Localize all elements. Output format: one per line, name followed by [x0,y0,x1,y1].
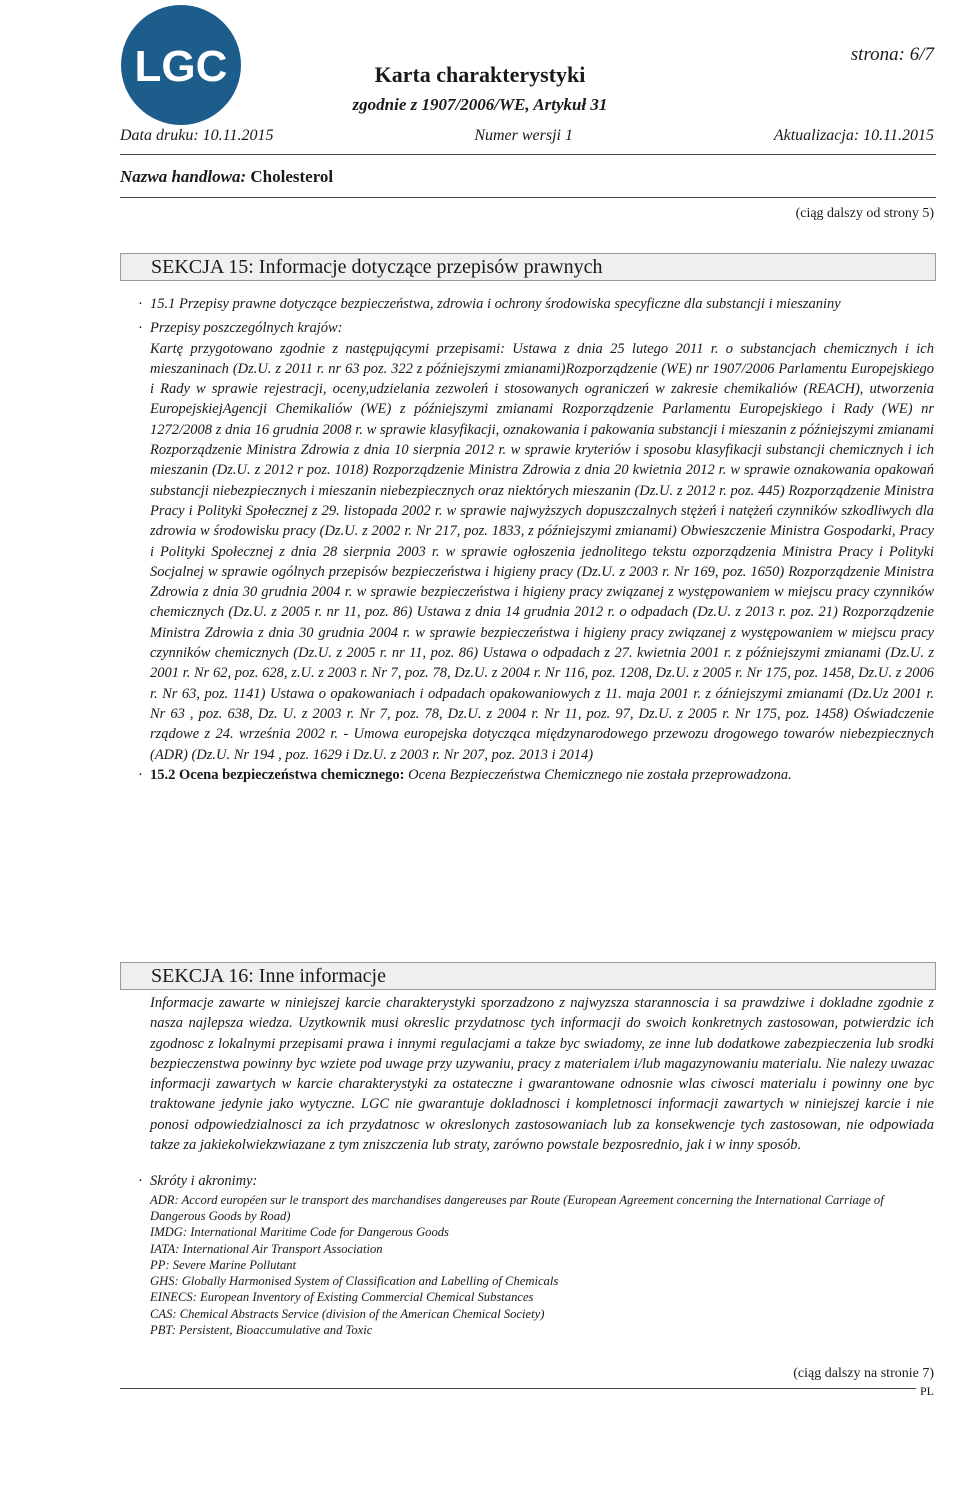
trade-name-label: Nazwa handlowa: [120,167,247,186]
document-meta-row [120,127,934,145]
footer-divider [120,1388,916,1389]
national-regulations-label-row: · Przepisy poszczególnych krajów: [138,320,343,337]
national-regulations-label: Przepisy poszczególnych krajów: [150,320,343,337]
continued-from-note: (ciąg dalszy od strony 5) [795,206,934,221]
update-date: Aktualizacja: 10.11.2015 [773,127,934,144]
abbreviations-list [138,1192,934,1339]
trade-name [120,167,333,187]
section-15-heading: SEKCJA 15: Informacje dotyczące przepisów prawnych [120,253,936,281]
lgc-logo-text: LGC [134,42,228,91]
abbreviation-item: GHS: Globally Harmonised System of Classification and Labelling of Chemicals [150,1274,559,1289]
print-date: Data druku: 10.11.2015 [120,127,274,144]
abbreviations-label-row: · Skróty i akronimy: [138,1173,258,1190]
language-code: PL [919,1384,934,1398]
section-15-1-title: 15.1 Przepisy prawne dotyczące bezpieczeństwa, zdrowia i ochrony środowiska specyficzne dla substancji i mieszaniny [150,296,841,312]
section-15-2: · 15.2 Ocena bezpieczeństwa chemicznego: Ocena Bezpieczeństwa Chemicznego nie została przeprowadzona. [138,766,792,783]
section-15-2-text: Ocena Bezpieczeństwa Chemicznego nie została przeprowadzona. [408,766,792,783]
abbreviation-item: ADR: Accord européen sur le transport des marchandises dangereuses par Route (European Agreement concerning the International Carriage of Dangerous Goods by Road) [150,1192,884,1223]
section-16-disclaimer: Informacje zawarte w niniejszej karcie charakterystyki sporzadzono z najwyzsza starannoscia i sa prawdziwe i dokladne zgodnie z nasza najlepsza wiedza. Uzytkownik musi okreslic przydatnosc tych informacji do swoich konkretnych zastosowan, potwierdzic ich zgodnosc z lokalnymi przepisami prawa i innymi regulacjami a takze byc swiadomy, ze inne lub dodatkowe zabezpieczenia lub srodki bezpieczenstwa powinny byc wziete pod uwage przy uzywaniu, pracy z materialem i/lub magazynowaniu materialu. Nie nalezy uwazac informacji zawartych w karcie charakterystyki za ostateczne i gwarantowane odnosnie wlas ciwosci materialu i powinny one byc traktowane jedynie jako wytyczne. LGC nie gwarantuje dokladnosci i kompletnosci informacji zawartych w niniejszej karcie i nie ponosi odpowiedzialnosci za ich przydatnosc w okreslonych zastosowaniach lub za konsekwencje tych zastosowan, nie odpowiada takze za jakiekolwiekzwiazane z tym zniszczenia lub straty, zarówno powstale bezposrednio, jak i w inny sposób. [150,995,934,1154]
section-16-heading: SEKCJA 16: Inne informacje [120,962,936,990]
national-regulations-text: Kartę przygotowano zgodnie z następującymi przepisami: Ustawa z dnia 25 lutego 2011 r. o substancjach chemicznych i ich mieszaninach (Dz.U. z 2011 r. nr 63 poz. 322 z późniejszymi zmianami)Rozporządzenie (WE) nr 1907/2006 Parlamentu Europejskiego i Rady w sprawie rejestracji, oceny,udzielania zezwoleń i stosowanych ograniczeń w zakresie chemikaliów (REACH), utworzenia EuropejskiejAgencji Chemikaliów (WE) z późniejszymi zmianami Rozporządzenie Parlamentu Europejskiego i Rady (WE) nr 1272/2008 z dnia 16 grudnia 2008 r. w sprawie klasyfikacji, oznakowania i pakowania substancji i mieszanin z późniejszymi zmianami Rozporządzenie Ministra Zdrowia z dnia 10 sierpnia 2012 r. w sprawie kryteriów i sposobu klasyfikacji substancji chemicznych i ich mieszanin (Dz.U. z 2012 r poz. 1018) Rozporządzenie Ministra Zdrowia z dnia 20 kwietnia 2012 r. w sprawie oznakowania opakowań substancji niebezpiecznych i mieszanin niebezpiecznych oraz niektórych mieszanin (Dz.U. z 2012 r. poz. 445) Rozporządzenie Ministra Pracy i Polityki Społecznej z 29. listopada 2002 r. w sprawie najwyższych dopuszczalnych stężeń i natężeń czynników szkodliwych dla zdrowia w środowisku pracy (Dz.U. z 2002 r. Nr 217, poz. 1833, z późniejszymi zmianami) Obwieszczenie Ministra Gospodarki, Pracy i Polityki Społecznej z dnia 28 sierpnia 2003 r. w sprawie ogłoszenia jednolitego tekstu ozporządzenia Ministra Pracy i Polityki Socjalnej w sprawie ogólnych przepisów bezpieczeństwa i higieny pracy (Dz.U. z 2003 r. Nr 169, poz. 1650) Rozporządzenie Ministra Zdrowia z dnia 30 grudnia 2004 r. w sprawie bezpieczeństwa i higieny pracy związanej z występowaniem w miejscu pracy czynników chemicznych (Dz.U. z 2005 r. nr 11, poz. 86) Ustawa z dnia 14 grudnia 2012 r. o odpadach (Dz.U. z 2013 r. poz. 21) Rozporządzenie Ministra Zdrowia z dnia 30 grudnia 2004 r. w sprawie bezpieczeństwa i higieny pracy związanej z występowaniem w miejscu pracy czynników chemicznych (Dz.U. z 2005 r. nr 11, poz. 86) Ustawa o odpadach z 27. kwietnia 2001 r. z późniejszymi zmianami (Dz.U. z 2001 r. Nr 62, poz. 628, z.U. z 2003 r. Nr 7, poz. 78, Dz.U. z 2004 r. Nr 116, poz. 1208, Dz.U. z 2005 r. Nr 175, poz. 1458, Dz.U. z 2006 r. Nr 63, poz. 1141) Ustawa o opakowaniach i odpadach opakowaniowych z 11. maja 2001 r. z óźniejszymi zmianami (Dz.Uz 2001 r. Nr 63 , poz. 638, Dz. U. z 2003 r. Nr 7, poz. 78, Dz.U. z 2004 r. Nr 11, poz. 97, Dz.U. z 2005 r. Nr 175, poz. 1458) Oświadczenie rządowe z 24. września 2002 r. - Umowa europejska dotycząca międzynarodowego przewozu drogowego towarów niebezpiecznych (ADR) (Dz.U. Nr 194 , poz. 1629 i Dz.U. z 2003 r. Nr 207, poz. 2013 i 2014) [150,340,934,763]
section-15-1: · 15.1 Przepisy prawne dotyczące bezpieczeństwa, zdrowia i ochrony środowiska specyficzne dla substancji i mieszaniny [138,296,841,312]
abbreviation-item: CAS: Chemical Abstracts Service (division of the American Chemical Society) [150,1306,545,1321]
abbreviation-item: PP: Severe Marine Pollutant [150,1257,297,1272]
trade-name-divider [120,197,936,198]
document-title: Karta charakterystyki [374,62,586,87]
header-divider [120,154,936,155]
trade-name-value: Cholesterol [250,167,334,186]
section-15-content [138,294,934,785]
abbreviation-item: PBT: Persistent, Bioaccumulative and Toxic [150,1323,373,1338]
abbreviation-item: IMDG: International Maritime Code for Dangerous Goods [150,1225,449,1240]
section-15-2-label: 15.2 Ocena bezpieczeństwa chemicznego: [150,766,405,783]
version-number: Numer wersji 1 [474,127,573,144]
abbreviation-item: EINECS: European Inventory of Existing Commercial Chemical Substances [150,1290,534,1305]
section-16-content [138,993,934,1338]
abbreviation-item: IATA: International Air Transport Association [150,1241,383,1256]
page-number: strona: 6/7 [850,44,934,65]
continued-on-note: (ciąg dalszy na stronie 7) [793,1366,934,1381]
document-subtitle: zgodnie z 1907/2006/WE, Artykuł 31 [352,95,608,114]
abbreviations-label: Skróty i akronimy: [150,1173,258,1190]
